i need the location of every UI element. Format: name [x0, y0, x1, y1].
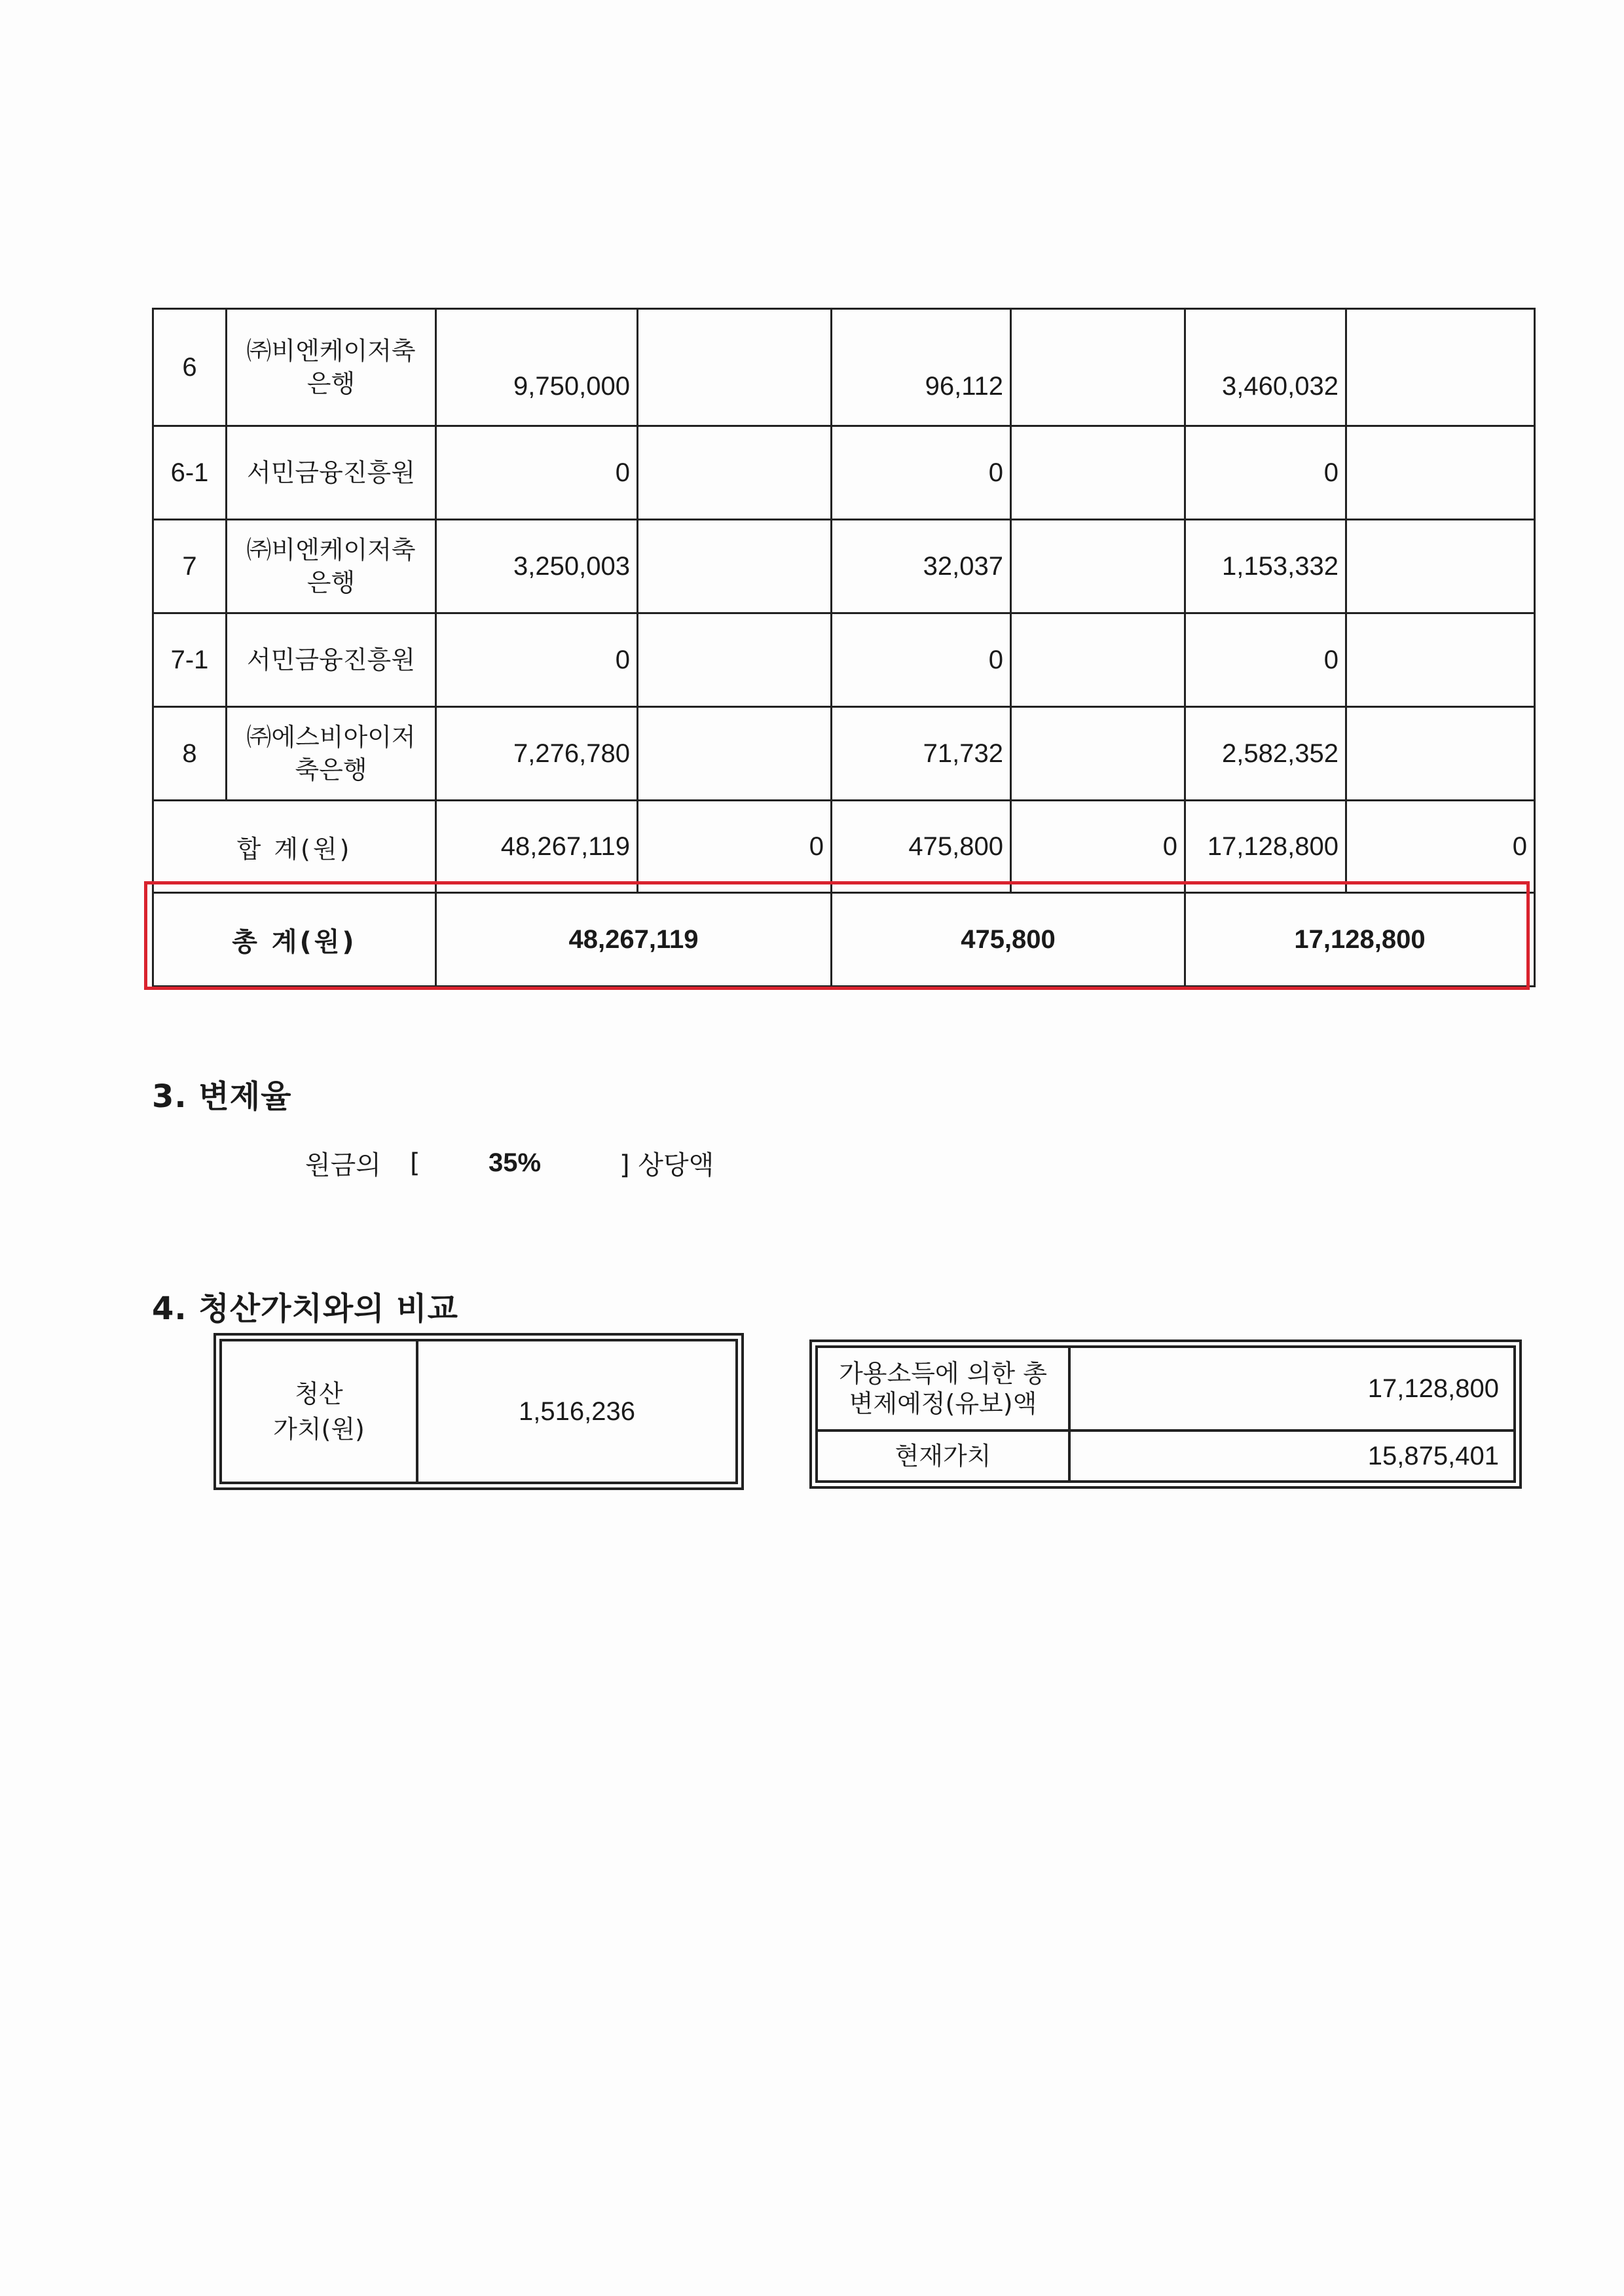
liquidation-label-line1: 청산: [295, 1379, 343, 1408]
table-row: [817, 1347, 1515, 1430]
row-index: 6-1: [153, 426, 227, 520]
empty-cell: [638, 426, 832, 520]
subtotal-row: [153, 801, 1535, 893]
liquidation-value-table: [219, 1339, 738, 1484]
repayment-comparison-table: [815, 1345, 1516, 1483]
table-row: [153, 520, 1535, 613]
empty-cell: [1011, 520, 1185, 613]
creditor-name-line2: 은행: [306, 568, 356, 597]
liquidation-value-box: [213, 1333, 744, 1490]
creditor-name-line2: 축은행: [295, 756, 367, 784]
highlight-annotation-box: [144, 881, 1530, 990]
empty-cell: [1346, 613, 1535, 707]
liquidation-value-amount: 1,516,236: [417, 1340, 737, 1483]
empty-cell: [638, 613, 832, 707]
empty-cell: [638, 309, 832, 426]
total-repayment-cell: 3,460,032: [1185, 309, 1346, 426]
empty-cell: [1011, 426, 1185, 520]
monthly-payment-cell: 32,037: [832, 520, 1011, 613]
section-heading-liquidation-comparison: 4. 청산가치와의 비교: [152, 1290, 458, 1327]
empty-cell: [638, 707, 832, 801]
table-row: [221, 1340, 737, 1483]
subtotal-monthly-extra: 0: [1011, 801, 1185, 893]
total-repayment-cell: 2,582,352: [1185, 707, 1346, 801]
liquidation-value-label: [221, 1340, 417, 1483]
total-repayment-cell: 0: [1185, 426, 1346, 520]
creditor-name-line1: ㈜에스비아이저: [246, 723, 416, 752]
present-value-label: 현재가치: [817, 1430, 1069, 1482]
grand-total-repayment: 17,128,800: [1185, 893, 1535, 987]
section-heading-repayment-rate: 3. 변제율: [152, 1078, 292, 1115]
principal-cell: 0: [436, 426, 638, 520]
creditor-name: [227, 426, 436, 520]
present-value-amount: 15,875,401: [1069, 1430, 1515, 1482]
rate-prefix: 원금의: [305, 1150, 381, 1180]
total-repayment-cell: 1,153,332: [1185, 520, 1346, 613]
total-repayment-cell: 0: [1185, 613, 1346, 707]
creditor-name-line1: ㈜비엔케이저축: [246, 337, 416, 365]
table-row: [153, 613, 1535, 707]
principal-cell: 7,276,780: [436, 707, 638, 801]
rate-suffix: ] 상당액: [619, 1150, 714, 1180]
monthly-payment-cell: 71,732: [832, 707, 1011, 801]
row-index: 7-1: [153, 613, 227, 707]
empty-cell: [1346, 426, 1535, 520]
grand-total-monthly: 475,800: [832, 893, 1185, 987]
empty-cell: [1346, 309, 1535, 426]
row-index: 7: [153, 520, 227, 613]
table-row: [153, 707, 1535, 801]
grand-total-principal: 48,267,119: [436, 893, 832, 987]
empty-cell: [1011, 707, 1185, 801]
creditor-name-line2: 은행: [306, 369, 356, 398]
principal-cell: 9,750,000: [436, 309, 638, 426]
empty-cell: [1346, 520, 1535, 613]
empty-cell: [638, 520, 832, 613]
empty-cell: [1346, 707, 1535, 801]
creditor-name-line1: 서민금융진흥원: [247, 646, 415, 674]
repayment-comparison-box: [809, 1339, 1522, 1489]
creditor-name: [227, 520, 436, 613]
monthly-payment-cell: 0: [832, 426, 1011, 520]
grand-total-label: 총 계(원): [153, 893, 436, 987]
subtotal-label: 합 계(원): [153, 801, 436, 893]
creditor-name-line1: ㈜비엔케이저축: [246, 536, 416, 564]
total-repayment-label-line1: 가용소득에 의한 총: [839, 1359, 1047, 1389]
total-repayment-amount: 17,128,800: [1069, 1347, 1515, 1430]
repayment-rate-line: [305, 1144, 714, 1182]
subtotal-principal-extra: 0: [638, 801, 832, 893]
creditor-name-line1: 서민금융진흥원: [247, 458, 415, 487]
table-row: [153, 309, 1535, 426]
rate-percent: 35%: [489, 1148, 542, 1177]
liquidation-label-line2: 가치(원): [273, 1415, 365, 1444]
table-row: [817, 1430, 1515, 1482]
total-repayment-label-line2: 변제예정(유보)액: [849, 1389, 1037, 1419]
empty-cell: [1011, 309, 1185, 426]
subtotal-total: 17,128,800: [1185, 801, 1346, 893]
subtotal-monthly: 475,800: [832, 801, 1011, 893]
monthly-payment-cell: 0: [832, 613, 1011, 707]
creditor-name: [227, 309, 436, 426]
subtotal-total-extra: 0: [1346, 801, 1535, 893]
subtotal-principal: 48,267,119: [436, 801, 638, 893]
row-index: 8: [153, 707, 227, 801]
creditor-name: [227, 613, 436, 707]
principal-cell: 0: [436, 613, 638, 707]
empty-cell: [1011, 613, 1185, 707]
row-index: 6: [153, 309, 227, 426]
principal-cell: 3,250,003: [436, 520, 638, 613]
rate-open-bracket: [: [410, 1148, 420, 1178]
total-repayment-label: [817, 1347, 1069, 1430]
monthly-payment-cell: 96,112: [832, 309, 1011, 426]
creditor-name: [227, 707, 436, 801]
table-row: [153, 426, 1535, 520]
